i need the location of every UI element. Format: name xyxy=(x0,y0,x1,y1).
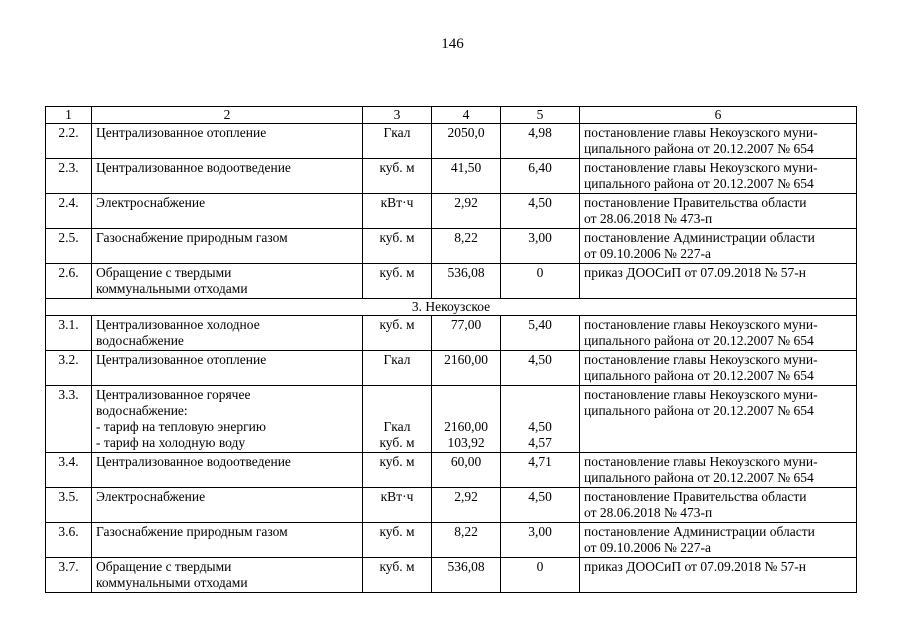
unit-line: кВт·ч xyxy=(380,195,414,210)
service-name-line: водоснабжение xyxy=(96,333,184,348)
row-number-cell: 2.3. xyxy=(46,159,92,194)
value-line: 77,00 xyxy=(450,317,482,332)
document-line: постановление Администрации области xyxy=(584,524,815,539)
document-cell xyxy=(580,558,857,593)
service-name-line: Централизованное водоотведение xyxy=(96,160,291,175)
document-cell xyxy=(580,229,857,264)
document-line: постановление главы Некоузского муни- xyxy=(584,387,818,402)
table-row xyxy=(46,316,857,351)
service-name-cell xyxy=(92,316,363,351)
document-line: постановление главы Некоузского муни- xyxy=(584,352,818,367)
document-line: от 28.06.2018 № 473-п xyxy=(584,211,713,226)
service-name-line: - тариф на холодную воду xyxy=(96,435,246,450)
row-number-cell: 3.5. xyxy=(46,488,92,523)
value-line: 536,08 xyxy=(447,559,485,574)
document-line: ципального района от 20.12.2007 № 654 xyxy=(584,470,814,485)
service-name-cell xyxy=(92,264,363,299)
rate-line: 4,50 xyxy=(528,419,552,434)
value-cell xyxy=(432,488,501,523)
table-row xyxy=(46,194,857,229)
section-title: 3. Некоузское xyxy=(46,299,857,316)
service-name-line: Газоснабжение природным газом xyxy=(96,524,288,539)
value-cell xyxy=(432,229,501,264)
table-row xyxy=(46,386,857,453)
rate-cell xyxy=(501,558,580,593)
unit-line: Гкал xyxy=(383,352,411,367)
service-name-cell xyxy=(92,558,363,593)
table-row xyxy=(46,351,857,386)
table-row xyxy=(46,453,857,488)
header-cell-5: 5 xyxy=(501,107,580,124)
row-number-cell: 2.6. xyxy=(46,264,92,299)
value-line: 536,08 xyxy=(447,265,485,280)
value-cell xyxy=(432,558,501,593)
header-row xyxy=(46,107,857,124)
document-line: приказ ДООСиП от 07.09.2018 № 57-н xyxy=(584,559,806,574)
rate-line: 0 xyxy=(536,265,544,280)
header-cell-1: 1 xyxy=(46,107,92,124)
rate-cell xyxy=(501,351,580,386)
document-line: от 09.10.2006 № 227-а xyxy=(584,540,711,555)
value-line: 2160,00 xyxy=(444,419,488,434)
unit-cell xyxy=(363,523,432,558)
document-cell xyxy=(580,488,857,523)
service-name-cell xyxy=(92,229,363,264)
document-line: ципального района от 20.12.2007 № 654 xyxy=(584,403,814,418)
document-line: ципального района от 20.12.2007 № 654 xyxy=(584,333,814,348)
value-line: 2160,00 xyxy=(444,352,488,367)
unit-cell xyxy=(363,194,432,229)
unit-cell xyxy=(363,124,432,159)
document-cell xyxy=(580,124,857,159)
service-name-cell xyxy=(92,386,363,453)
rate-line: 4,71 xyxy=(528,454,552,469)
value-line: 103,92 xyxy=(447,435,485,450)
service-name-line: коммунальными отходами xyxy=(96,281,248,296)
rate-line: 4,98 xyxy=(528,125,552,140)
rate-line: 3,00 xyxy=(528,230,552,245)
table-row xyxy=(46,229,857,264)
rate-line: 4,57 xyxy=(528,435,552,450)
document-cell xyxy=(580,453,857,488)
service-name-line: Централизованное водоотведение xyxy=(96,454,291,469)
rate-line: 0 xyxy=(536,559,544,574)
unit-line: куб. м xyxy=(379,559,415,574)
rate-line: 3,00 xyxy=(528,524,552,539)
value-line: 41,50 xyxy=(450,160,482,175)
unit-cell xyxy=(363,229,432,264)
unit-line xyxy=(367,387,427,403)
row-number-cell: 3.7. xyxy=(46,558,92,593)
row-number-cell: 3.6. xyxy=(46,523,92,558)
document-line: постановление главы Некоузского муни- xyxy=(584,125,818,140)
value-line: 2050,0 xyxy=(447,125,485,140)
value-line: 60,00 xyxy=(450,454,482,469)
value-cell xyxy=(432,124,501,159)
document-cell xyxy=(580,159,857,194)
document-cell xyxy=(580,316,857,351)
table-row xyxy=(46,124,857,159)
document-line: постановление главы Некоузского муни- xyxy=(584,160,818,175)
value-cell xyxy=(432,264,501,299)
document-cell xyxy=(580,386,857,453)
row-number-cell: 3.2. xyxy=(46,351,92,386)
unit-cell xyxy=(363,351,432,386)
rate-cell xyxy=(501,488,580,523)
value-cell xyxy=(432,316,501,351)
unit-line: куб. м xyxy=(379,317,415,332)
document-line: приказ ДООСиП от 07.09.2018 № 57-н xyxy=(584,265,806,280)
unit-line xyxy=(367,403,427,419)
value-line: 8,22 xyxy=(454,524,478,539)
rate-cell xyxy=(501,194,580,229)
service-name-line: коммунальными отходами xyxy=(96,575,248,590)
unit-cell xyxy=(363,264,432,299)
rate-line: 4,50 xyxy=(528,489,552,504)
service-name-line: Электроснабжение xyxy=(96,195,206,210)
row-number-cell: 3.3. xyxy=(46,386,92,453)
table-row xyxy=(46,558,857,593)
unit-cell xyxy=(363,159,432,194)
rate-line xyxy=(505,387,575,403)
unit-line: Гкал xyxy=(383,125,411,140)
service-name-line: Централизованное холодное xyxy=(96,317,260,332)
tariff-table xyxy=(45,106,857,593)
service-name-line: Электроснабжение xyxy=(96,489,206,504)
unit-line: куб. м xyxy=(379,160,415,175)
unit-cell xyxy=(363,386,432,453)
value-cell xyxy=(432,523,501,558)
service-name-line: - тариф на тепловую энергию xyxy=(96,419,266,434)
unit-line: куб. м xyxy=(379,454,415,469)
service-name-cell xyxy=(92,351,363,386)
value-cell xyxy=(432,386,501,453)
rate-cell xyxy=(501,523,580,558)
row-number-cell: 3.4. xyxy=(46,453,92,488)
service-name-line: Газоснабжение природным газом xyxy=(96,230,288,245)
service-name-cell xyxy=(92,159,363,194)
document-line: постановление Администрации области xyxy=(584,230,815,245)
page-number: 146 xyxy=(441,36,464,52)
row-number-cell: 2.2. xyxy=(46,124,92,159)
unit-cell xyxy=(363,558,432,593)
table-row xyxy=(46,159,857,194)
rate-cell xyxy=(501,316,580,351)
unit-line: куб. м xyxy=(379,230,415,245)
rate-cell xyxy=(501,386,580,453)
document-cell xyxy=(580,264,857,299)
value-cell xyxy=(432,453,501,488)
service-name-cell xyxy=(92,124,363,159)
document-line: ципального района от 20.12.2007 № 654 xyxy=(584,141,814,156)
document-line: от 28.06.2018 № 473-п xyxy=(584,505,713,520)
unit-line: куб. м xyxy=(379,265,415,280)
row-number-cell: 2.5. xyxy=(46,229,92,264)
table-row xyxy=(46,488,857,523)
service-name-cell xyxy=(92,194,363,229)
unit-line: куб. м xyxy=(379,435,415,450)
unit-line: куб. м xyxy=(379,524,415,539)
service-name-line: Централизованное отопление xyxy=(96,125,267,140)
unit-cell xyxy=(363,488,432,523)
document-line: постановление главы Некоузского муни- xyxy=(584,454,818,469)
value-cell xyxy=(432,194,501,229)
value-cell xyxy=(432,351,501,386)
rate-line: 4,50 xyxy=(528,352,552,367)
row-number-cell: 2.4. xyxy=(46,194,92,229)
tariff-table-body xyxy=(46,107,857,593)
rate-cell xyxy=(501,453,580,488)
service-name-line: Централизованное горячее xyxy=(96,387,251,402)
document-line: постановление главы Некоузского муни- xyxy=(584,317,818,332)
service-name-cell xyxy=(92,453,363,488)
table-row xyxy=(46,264,857,299)
value-line: 2,92 xyxy=(454,195,478,210)
header-cell-3: 3 xyxy=(363,107,432,124)
document-cell xyxy=(580,194,857,229)
rate-cell xyxy=(501,124,580,159)
row-number-cell: 3.1. xyxy=(46,316,92,351)
rate-cell xyxy=(501,159,580,194)
rate-line: 4,50 xyxy=(528,195,552,210)
service-name-line: водоснабжение: xyxy=(96,403,188,418)
rate-cell xyxy=(501,264,580,299)
unit-line: Гкал xyxy=(383,419,411,434)
document-line: постановление Правительства области xyxy=(584,195,807,210)
value-line: 2,92 xyxy=(454,489,478,504)
unit-cell xyxy=(363,453,432,488)
service-name-cell xyxy=(92,523,363,558)
header-cell-6: 6 xyxy=(580,107,857,124)
document-cell xyxy=(580,523,857,558)
rate-cell xyxy=(501,229,580,264)
document-line: от 09.10.2006 № 227-а xyxy=(584,246,711,261)
value-line xyxy=(436,403,496,419)
value-cell xyxy=(432,159,501,194)
section-row xyxy=(46,299,857,316)
document-line: ципального района от 20.12.2007 № 654 xyxy=(584,176,814,191)
rate-line xyxy=(505,403,575,419)
document-line: постановление Правительства области xyxy=(584,489,807,504)
header-cell-2: 2 xyxy=(92,107,363,124)
document-line: ципального района от 20.12.2007 № 654 xyxy=(584,368,814,383)
service-name-line: Централизованное отопление xyxy=(96,352,267,367)
document-cell xyxy=(580,351,857,386)
header-cell-4: 4 xyxy=(432,107,501,124)
service-name-cell xyxy=(92,488,363,523)
unit-cell xyxy=(363,316,432,351)
unit-line: кВт·ч xyxy=(380,489,414,504)
value-line xyxy=(436,387,496,403)
service-name-line: Обращение с твердыми xyxy=(96,265,232,280)
service-name-line: Обращение с твердыми xyxy=(96,559,232,574)
rate-line: 6,40 xyxy=(528,160,552,175)
table-row xyxy=(46,523,857,558)
rate-line: 5,40 xyxy=(528,317,552,332)
value-line: 8,22 xyxy=(454,230,478,245)
